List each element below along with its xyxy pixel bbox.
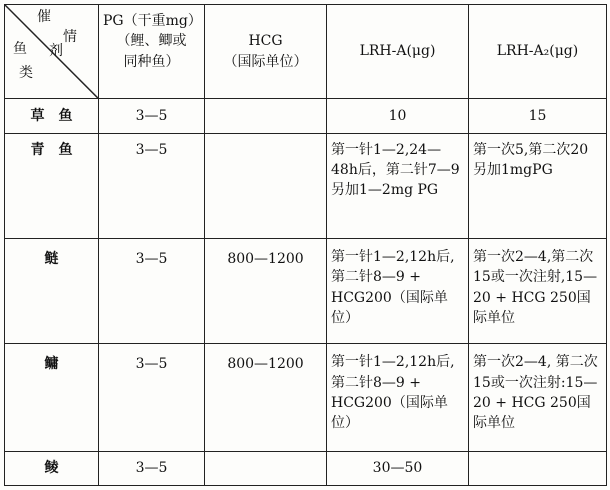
fish-name: 鳙 <box>5 344 99 451</box>
header-hcg-sub: （国际单位） <box>223 53 308 70</box>
fish-name: 青 鱼 <box>5 133 99 238</box>
header-pg-sub2: 同种鱼） <box>123 53 180 70</box>
hcg-value <box>205 99 327 133</box>
header-row <box>5 5 607 99</box>
corner-label-top2: 情 <box>63 29 77 45</box>
hcg-value: 800—1200 <box>205 344 327 451</box>
pg-value: 3—5 <box>99 238 205 343</box>
table-row <box>5 133 607 238</box>
fish-name: 草 鱼 <box>5 99 99 133</box>
table-row <box>5 99 607 133</box>
hcg-value <box>205 133 327 238</box>
header-pg <box>99 5 205 99</box>
lrha2-value <box>469 451 607 485</box>
hcg-value: 800—1200 <box>205 238 327 343</box>
lrha2-value: 第一次5,第二次20另加1mgPG <box>469 133 607 238</box>
header-pg-sub1: （鲤、鲫或 <box>116 33 187 50</box>
header-lrha: LRH-A(μg) <box>327 5 469 99</box>
hcg-value <box>205 451 327 485</box>
lrha2-value: 15 <box>469 99 607 133</box>
lrha2-value: 第一次2—4,第二次15或一次注射,15—20 + HCG 250国际单位 <box>469 238 607 343</box>
lrha-value: 第一针1—2,24—48h后，第二针7—9另加1—2mg PG <box>327 133 469 238</box>
table-row <box>5 238 607 343</box>
pg-value: 3—5 <box>99 133 205 238</box>
lrha-value: 10 <box>327 99 469 133</box>
pg-value: 3—5 <box>99 451 205 485</box>
header-lrha2: LRH-A₂(μg) <box>469 5 607 99</box>
corner-label-left2: 剂 <box>49 43 63 59</box>
corner-label-left3: 类 <box>19 65 33 81</box>
fish-name: 鲢 <box>5 238 99 343</box>
dosage-table <box>4 4 607 486</box>
table-row <box>5 344 607 451</box>
corner-label-top1: 催 <box>37 9 51 25</box>
lrha-value: 30—50 <box>327 451 469 485</box>
header-pg-label: PG（干重mg） <box>103 13 202 29</box>
header-hcg-label: HCG <box>248 33 283 50</box>
lrha2-value: 第一次2—4, 第二次15或一次注射:15—20 + HCG 250国际单位 <box>469 344 607 451</box>
lrha-value: 第一针1—2,12h后,第二针8—9 + HCG200（国际单位） <box>327 238 469 343</box>
table-row <box>5 451 607 485</box>
pg-value: 3—5 <box>99 99 205 133</box>
lrha-value: 第一针1—2,12h后,第二针8—9 + HCG200（国际单位） <box>327 344 469 451</box>
header-hcg <box>205 5 327 99</box>
corner-header-cell <box>5 5 99 99</box>
pg-value: 3—5 <box>99 344 205 451</box>
fish-name: 鲮 <box>5 451 99 485</box>
corner-label-left1: 鱼 <box>13 41 27 57</box>
